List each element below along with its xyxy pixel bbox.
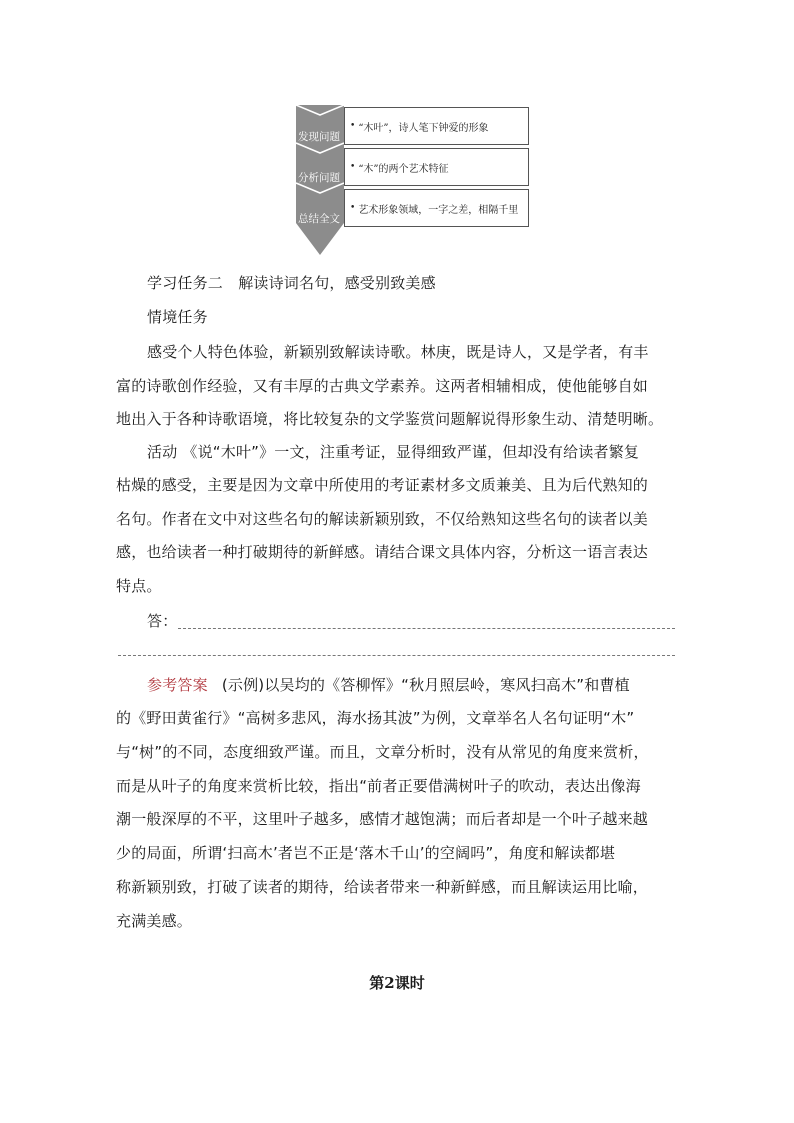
answer-line: [118, 655, 675, 656]
reference-line: 而是从叶子的角度来赏析比较，指出“前者正要借满树叶子的吹动，表达出像海: [116, 777, 641, 795]
reference-line: 称新颖别致，打破了读者的期待，给读者带来一种新鲜感，而且解读运用比喻，: [116, 878, 649, 896]
activity-line: 特点。: [116, 577, 162, 595]
intro-line: 地出入于各种诗歌语境，将比较复杂的文学鉴赏问题解说得形象生动、清楚明晰。: [116, 410, 664, 428]
step-label-summarize: 总结全文: [298, 213, 340, 225]
bullet-icon: •: [350, 162, 356, 172]
reference-line: (示例)以吴均的《答柳恽》“秋月照层岭，寒风扫高木”和曹植: [221, 676, 630, 694]
intro-line: 感受个人特色体验，新颖别致解读诗歌。林庚，既是诗人，又是学者，有丰: [147, 343, 649, 361]
reference-line: 充满美感。: [116, 912, 193, 930]
activity-line: 感，也给读者一种打破期待的新鲜感。请结合课文具体内容，分析这一语言表达: [116, 543, 649, 561]
task-heading: 学习任务二 解读诗词名句，感受别致美感: [147, 274, 436, 292]
activity-line: 名句。作者在文中对这些名句的解读新颖别致，不仅给熟知这些名句的读者以美: [116, 510, 649, 528]
lesson-title: 第2课时: [369, 974, 425, 992]
answer-line: [178, 628, 675, 629]
step-label-discover: 发现问题: [298, 131, 340, 143]
answer-label: 答：: [147, 612, 178, 630]
step-text-discover: “木叶”，诗人笔下钟爱的形象: [358, 122, 489, 134]
intro-line: 富的诗歌创作经验，又有丰厚的古典文学素养。这两者相辅相成，使他能够自如: [116, 377, 649, 395]
activity-line: 活动 《说“木叶”》一文，注重考证，显得细致严谨，但却没有给读者繁复: [147, 443, 640, 461]
step-label-analyze: 分析问题: [298, 172, 340, 184]
step-text-analyze: “木”的两个艺术特征: [358, 163, 449, 175]
task-subheading: 情境任务: [147, 308, 208, 326]
bullet-icon: •: [350, 121, 356, 131]
reference-line: 少的局面，所谓‘扫高木’者岂不正是‘落木千山’的空阔吗”，角度和解读都堪: [116, 844, 616, 862]
step-box-analyze: [344, 148, 529, 186]
step-box-discover: [344, 107, 529, 145]
step-box-summarize: [344, 189, 529, 227]
outline-diagram: [294, 105, 532, 255]
activity-line: 枯燥的感受，主要是因为文章中所使用的考证素材多文质兼美、且为后代熟知的: [116, 476, 649, 494]
bullet-icon: •: [350, 203, 356, 213]
reference-first-line: [147, 676, 630, 694]
reference-line: 潮一般深厚的不平，这里叶子越多，感情才越饱满；而后者却是一个叶子越来越: [116, 810, 649, 828]
reference-line: 与“树”的不同，态度细致严谨。而且，文章分析时，没有从常见的角度来赏析，: [116, 743, 649, 761]
reference-answer-label: 参考答案: [147, 676, 208, 694]
step-text-summarize: 艺术形象领域，一字之差，相隔千里: [358, 204, 519, 216]
reference-line: 的《野田黄雀行》“高树多悲风，海水扬其波”为例，文章举名人名句证明“木”: [116, 709, 635, 727]
